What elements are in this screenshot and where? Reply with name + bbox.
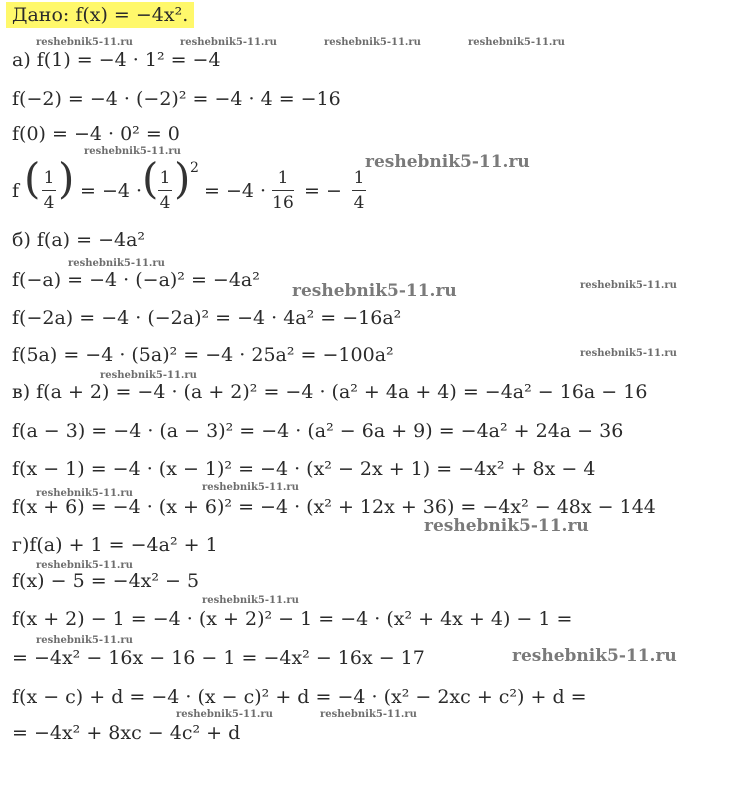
watermark-large: reshebnik5-11.ru xyxy=(292,281,457,301)
equation-line: f(x + 2) − 1 = −4 · (x + 2)² − 1 = −4 · (x² + 4x + 4) − 1 = xyxy=(12,608,573,630)
fraction-1-4 xyxy=(42,168,56,213)
fraction-1-4 xyxy=(158,168,172,213)
watermark: reshebnik5-11.ru xyxy=(36,37,133,48)
given-statement: Дано: f(x) = −4x². xyxy=(6,2,194,28)
equation-line: f(−a) = −4 · (−a)² = −4a² xyxy=(12,269,260,291)
exponent: 2 xyxy=(190,160,199,176)
watermark: reshebnik5-11.ru xyxy=(68,258,165,269)
denominator: 16 xyxy=(272,193,294,213)
close-paren: ) xyxy=(174,154,191,203)
equation-line: f(x) − 5 = −4x² − 5 xyxy=(12,570,200,592)
watermark-large: reshebnik5-11.ru xyxy=(424,516,589,536)
fraction-1-16 xyxy=(272,168,294,213)
numerator: 1 xyxy=(277,168,289,188)
equation-line: = −4x² − 16x − 16 − 1 = −4x² − 16x − 17 xyxy=(12,647,425,669)
equation-line: f(−2) = −4 · (−2)² = −4 · 4 = −16 xyxy=(12,88,341,110)
equation-line: г)f(a) + 1 = −4a² + 1 xyxy=(12,534,218,556)
open-paren: ( xyxy=(142,154,159,203)
watermark: reshebnik5-11.ru xyxy=(320,709,417,720)
denominator: 4 xyxy=(43,193,55,213)
func-name: f xyxy=(12,180,20,202)
watermark: reshebnik5-11.ru xyxy=(176,709,273,720)
watermark: reshebnik5-11.ru xyxy=(202,595,299,606)
watermark: reshebnik5-11.ru xyxy=(468,37,565,48)
watermark: reshebnik5-11.ru xyxy=(580,280,677,291)
equation-line: f(x − c) + d = −4 · (x − c)² + d = −4 · (x² − 2xc + c²) + d = xyxy=(12,686,587,708)
watermark: reshebnik5-11.ru xyxy=(202,482,299,493)
equation-line: = −4x² + 8xc − 4c² + d xyxy=(12,722,241,744)
close-paren: ) xyxy=(58,154,75,203)
denominator: 4 xyxy=(353,193,365,213)
equals-part: = −4 · xyxy=(204,180,267,202)
equation-line: f(x + 6) = −4 · (x + 6)² = −4 · (x² + 12x + 36) = −4x² − 48x − 144 xyxy=(12,496,656,518)
equation-line: f(x − 1) = −4 · (x − 1)² = −4 · (x² − 2x + 1) = −4x² + 8x − 4 xyxy=(12,458,596,480)
denominator: 4 xyxy=(159,193,171,213)
watermark: reshebnik5-11.ru xyxy=(84,146,181,157)
watermark: reshebnik5-11.ru xyxy=(180,37,277,48)
watermark: reshebnik5-11.ru xyxy=(36,635,133,646)
equation-line: f(−2a) = −4 · (−2a)² = −4 · 4a² = −16a² xyxy=(12,307,402,329)
equation-line: f(0) = −4 · 0² = 0 xyxy=(12,123,180,145)
numerator: 1 xyxy=(159,168,171,188)
watermark: reshebnik5-11.ru xyxy=(580,348,677,359)
equation-line: а) f(1) = −4 · 1² = −4 xyxy=(12,49,221,71)
open-paren: ( xyxy=(24,154,41,203)
equals-part: = − xyxy=(304,180,342,202)
watermark-large: reshebnik5-11.ru xyxy=(365,152,530,172)
watermark-large: reshebnik5-11.ru xyxy=(512,646,677,666)
equation-line: б) f(a) = −4a² xyxy=(12,229,146,251)
watermark: reshebnik5-11.ru xyxy=(36,488,133,499)
fraction-1-4 xyxy=(352,168,366,213)
equation-line: в) f(a + 2) = −4 · (a + 2)² = −4 · (a² + 4a + 4) = −4a² − 16a − 16 xyxy=(12,381,648,403)
numerator: 1 xyxy=(353,168,365,188)
numerator: 1 xyxy=(43,168,55,188)
equation-line: f(5a) = −4 · (5a)² = −4 · 25a² = −100a² xyxy=(12,344,394,366)
watermark: reshebnik5-11.ru xyxy=(324,37,421,48)
watermark: reshebnik5-11.ru xyxy=(100,370,197,381)
equals-part: = −4 · xyxy=(80,180,143,202)
watermark: reshebnik5-11.ru xyxy=(36,560,133,571)
equation-line: f(a − 3) = −4 · (a − 3)² = −4 · (a² − 6a + 9) = −4a² + 24a − 36 xyxy=(12,420,624,442)
